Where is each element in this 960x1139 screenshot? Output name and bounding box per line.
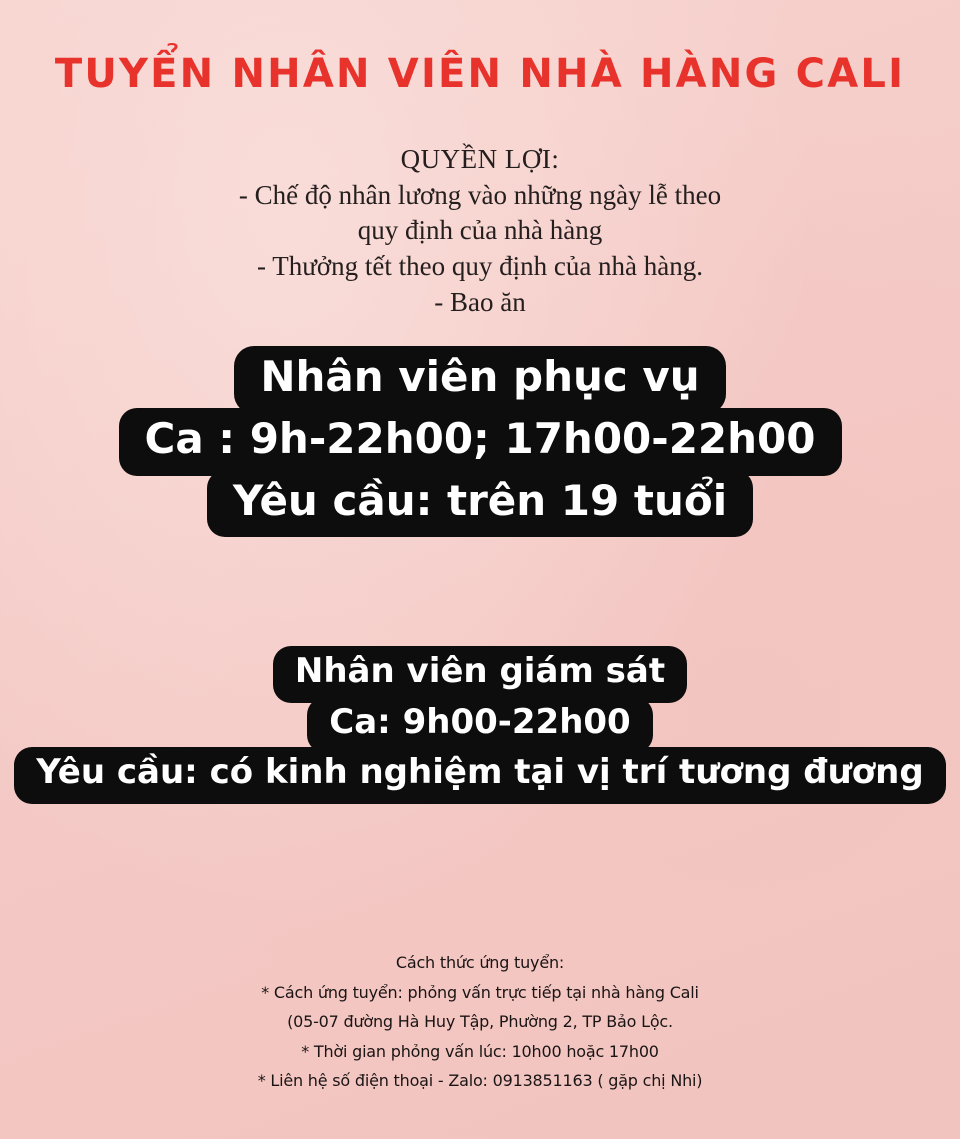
application-interview-time: * Thời gian phỏng vấn lúc: 10h00 hoặc 17h00 bbox=[301, 1041, 659, 1061]
benefits-line: - Bao ăn bbox=[434, 286, 526, 317]
server-position-block bbox=[0, 352, 960, 537]
benefits-line: quy định của nhà hàng bbox=[357, 215, 603, 246]
benefits-line: - Thưởng tết theo quy định của nhà hàng. bbox=[256, 250, 704, 281]
page-title: TUYỂN NHÂN VIÊN NHÀ HÀNG CALI bbox=[54, 51, 906, 97]
benefits-line: - Chế độ nhân lương vào những ngày lễ theo bbox=[238, 179, 722, 210]
server-position-title: Nhân viên phục vụ bbox=[234, 346, 725, 414]
supervisor-position-shift: Ca: 9h00-22h00 bbox=[307, 697, 652, 754]
highlight-row bbox=[0, 753, 960, 804]
application-contact: * Liên hệ số điện thoại - Zalo: 0913851163 ( gặp chị Nhi) bbox=[257, 1071, 703, 1091]
supervisor-position-title: Nhân viên giám sát bbox=[273, 646, 687, 703]
application-line: * Cách ứng tuyển: phỏng vấn trực tiếp tại nhà hàng Cali bbox=[261, 982, 699, 1002]
application-heading: Cách thức ứng tuyển: bbox=[395, 953, 565, 972]
supervisor-position-requirement: Yêu cầu: có kinh nghiệm tại vị trí tương đương bbox=[14, 747, 945, 804]
server-position-requirement: Yêu cầu: trên 19 tuổi bbox=[207, 470, 753, 538]
highlight-row bbox=[0, 352, 960, 414]
highlight-row bbox=[0, 414, 960, 476]
benefits-heading: QUYỀN LỢI: bbox=[400, 144, 560, 174]
benefits-section bbox=[0, 142, 960, 320]
supervisor-position-block bbox=[0, 652, 960, 804]
highlight-row bbox=[0, 476, 960, 538]
highlight-row bbox=[0, 652, 960, 703]
highlight-row bbox=[0, 703, 960, 754]
application-address: (05-07 đường Hà Huy Tập, Phường 2, TP Bảo Lộc. bbox=[287, 1012, 673, 1032]
application-info-section bbox=[0, 948, 960, 1096]
server-position-shift: Ca : 9h-22h00; 17h00-22h00 bbox=[119, 408, 842, 476]
